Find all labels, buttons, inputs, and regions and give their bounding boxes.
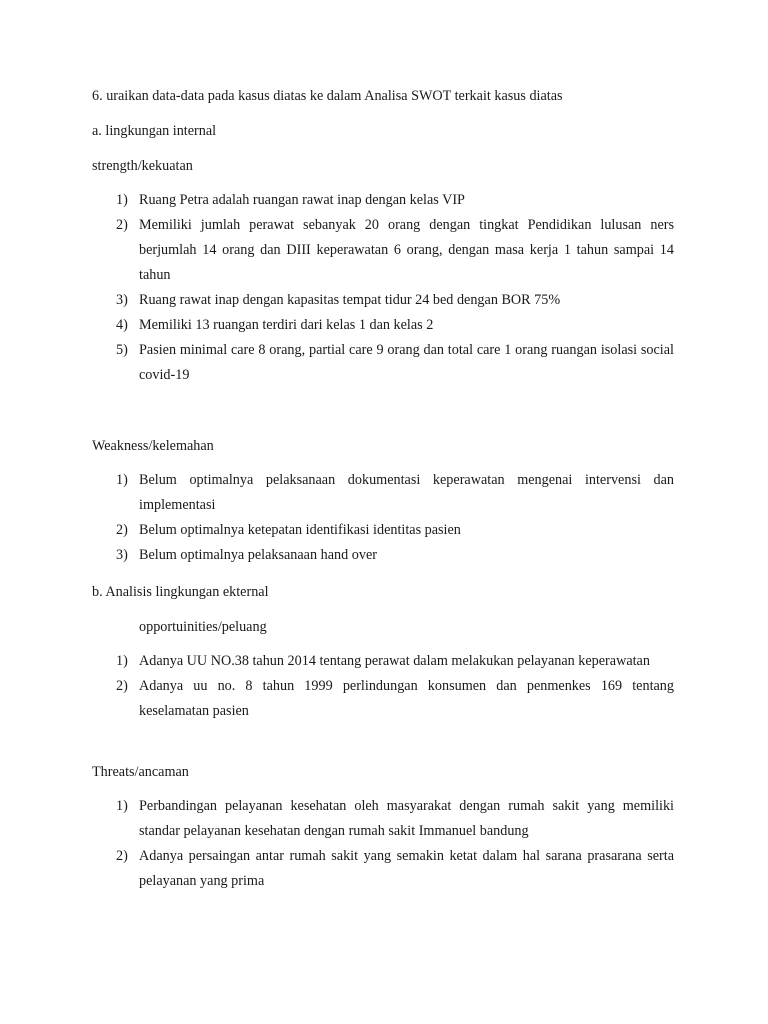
strength-list — [92, 188, 674, 388]
list-item — [92, 649, 674, 674]
list-number: 3) — [116, 292, 128, 308]
list-item-text: Pasien minimal care 8 orang, partial care 9 orang dan total care 1 orang ruangan isolasi social covid-19 — [139, 342, 674, 383]
opportunities-heading: opportuinities/peluang — [139, 619, 267, 635]
list-item — [92, 794, 674, 844]
list-item — [92, 288, 674, 313]
list-item-text: Adanya UU NO.38 tahun 2014 tentang perawat dalam melakukan pelayanan keperawatan — [139, 653, 650, 669]
section-b-heading: b. Analisis lingkungan ekternal — [92, 584, 269, 600]
list-number: 5) — [116, 342, 128, 358]
list-number: 4) — [116, 317, 128, 333]
list-number: 1) — [116, 653, 128, 669]
list-number: 1) — [116, 472, 128, 488]
weakness-heading: Weakness/kelemahan — [92, 438, 214, 454]
list-item — [92, 543, 674, 568]
list-item-text: Perbandingan pelayanan kesehatan oleh masyarakat dengan rumah sakit yang memiliki standar pelayanan kesehatan dengan rumah sakit Immanuel bandung — [139, 798, 674, 839]
threats-heading: Threats/ancaman — [92, 764, 189, 780]
list-number: 2) — [116, 678, 128, 694]
list-item-text: Belum optimalnya pelaksanaan dokumentasi keperawatan mengenai intervensi dan implementasi — [139, 472, 674, 513]
list-item — [92, 674, 674, 724]
list-item-text: Adanya uu no. 8 tahun 1999 perlindungan konsumen dan penmenkes 169 tentang keselamatan pasien — [139, 678, 674, 719]
weakness-list — [92, 468, 674, 568]
list-item-text: Memiliki 13 ruangan terdiri dari kelas 1 dan kelas 2 — [139, 317, 434, 333]
list-item — [92, 468, 674, 518]
opportunities-list — [92, 649, 674, 724]
list-number: 1) — [116, 798, 128, 814]
strength-heading: strength/kekuatan — [92, 158, 193, 174]
list-item-text: Adanya persaingan antar rumah sakit yang semakin ketat dalam hal sarana prasarana serta pelayanan yang prima — [139, 848, 674, 889]
list-item — [92, 338, 674, 388]
section-a-heading: a. lingkungan internal — [92, 123, 217, 139]
list-number: 2) — [116, 522, 128, 538]
list-item-text: Ruang Petra adalah ruangan rawat inap dengan kelas VIP — [139, 192, 465, 208]
list-item — [92, 213, 674, 288]
list-item-text: Ruang rawat inap dengan kapasitas tempat tidur 24 bed dengan BOR 75% — [139, 292, 561, 308]
list-item-text: Belum optimalnya ketepatan identifikasi identitas pasien — [139, 522, 461, 538]
list-number: 1) — [116, 192, 128, 208]
list-number: 2) — [116, 848, 128, 864]
list-item — [92, 188, 674, 213]
threats-list — [92, 794, 674, 894]
list-item-text: Memiliki jumlah perawat sebanyak 20 orang dengan tingkat Pendidikan lulusan ners berjumlah 14 orang dan DIII keperawatan 6 orang, dengan masa kerja 1 tahun sampai 14 tahun — [139, 217, 674, 283]
list-item — [92, 313, 674, 338]
list-item — [92, 518, 674, 543]
question-heading: 6. uraikan data-data pada kasus diatas ke dalam Analisa SWOT terkait kasus diatas — [92, 88, 563, 104]
list-item-text: Belum optimalnya pelaksanaan hand over — [139, 547, 377, 563]
list-number: 3) — [116, 547, 128, 563]
list-number: 2) — [116, 217, 128, 233]
list-item — [92, 844, 674, 894]
